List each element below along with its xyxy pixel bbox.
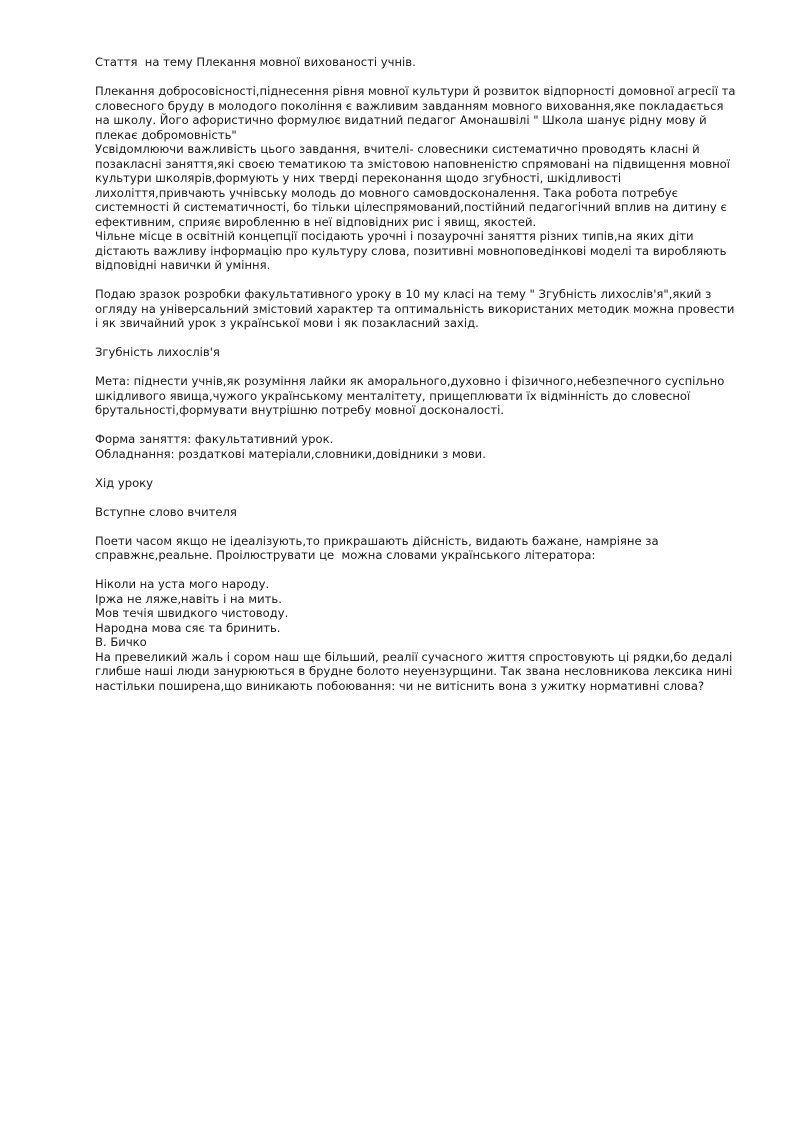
- form-line: Форма заняття: факультативний урок.: [95, 432, 334, 446]
- spacer: [95, 563, 741, 578]
- spacer: [95, 70, 741, 85]
- intro-paragraph: Плекання добросовісності,піднесення рівня мовної культури й розвиток відпорності домовної агресії та словесного бруду в молодого покоління є важливим завданням мовного виховання,яке покладається на школу. Його афористично формулює видатний педагог Амонашвілі " Школа шанує рідну мову й плекає добромовність": [95, 84, 740, 142]
- spacer: [95, 418, 741, 433]
- spacer: [95, 461, 741, 476]
- poem-line: Ніколи на уста мого народу.: [95, 577, 270, 591]
- poem-line: Народна мова сяє та бринить.: [95, 620, 281, 635]
- teacher-intro-heading: Вступне слово вчителя: [95, 504, 237, 519]
- spacer: [95, 331, 741, 346]
- lesson-topic: Згубність лихослів'я: [95, 345, 220, 359]
- spacer: [95, 360, 741, 375]
- spacer: [95, 490, 741, 505]
- document-title: Стаття на тему Плекання мовної вихованості учнів.: [95, 55, 416, 69]
- equipment-line: Обладнання: роздаткові матеріали,словники,довідники з мови.: [95, 446, 486, 461]
- closing-paragraph: На превеликий жаль і сором наш ще більший, реалії сучасного життя спростовують ці рядки,бо дедалі глибше наші люди занурюються в брудне болото неуензурщини. Так звана несловникова лексика нині настільки поширена,що виникають побоювання: чи не витіснить вона з ужитку нормативні слова?: [95, 649, 737, 693]
- spacer: [95, 273, 741, 288]
- poem-author: В. Бичко: [95, 635, 147, 649]
- poets-paragraph: Поети часом якщо не ідеалізують,то прикрашають дійсність, видають бажане, намріяне за справжнє,реальне. Проілюструвати це можна словами українського літератора:: [95, 533, 663, 562]
- concept-paragraph: Чільне місце в освітній концепції посідають урочні і позаурочні заняття різних типів,на яких діти дістають важливу інформацію про культуру слова, позитивні мовноповедінкові моделі та виробляють відповідні навички й уміння.: [95, 229, 731, 272]
- sample-paragraph: Подаю зразок розробки факультативного уроку в 10 му класі на тему " Згубність лихослів'я",який з огляду на універсальний змістовий характер та оптимальність використаних методик можна провести і як звичайний урок з української мови і як позакласний захід.: [95, 287, 739, 330]
- spacer: [95, 519, 741, 534]
- poem-line: Мов течія швидкого чистоводу.: [95, 606, 289, 620]
- poem-line: Іржа не ляже,навіть і на мить.: [95, 591, 282, 606]
- goal-paragraph: Мета: піднести учнів,як розуміння лайки як аморального,духовно і фізичного,небезпечного суспільно шкідливого явища,чужого українському менталітету, прищеплювати їх відмінність до словесної брутальності,формувати внутрішню потребу мовної досконалості.: [95, 374, 728, 417]
- awareness-paragraph: Усвідомлюючи важливість цього завдання, вчителі- словесники систематично проводять класні й позакласні заняття,які своєю тематикою та змістовою наповненістю спрямовані на підвищення мовної культури школярів,формують у них тверді переконання щодо згубності, шкідливості лихоліття,привчають учнівську молодь до мовного самовдосконалення. Така робота потребує системності й систематичності, бо тільки цілеспрямований,постійний педагогічний вплив на дитину є ефективним, сприяє виробленню в неї відповідних рис і явищ, якостей.: [95, 142, 734, 229]
- document-page: [95, 55, 741, 693]
- lesson-flow-heading: Хід уроку: [95, 475, 154, 490]
